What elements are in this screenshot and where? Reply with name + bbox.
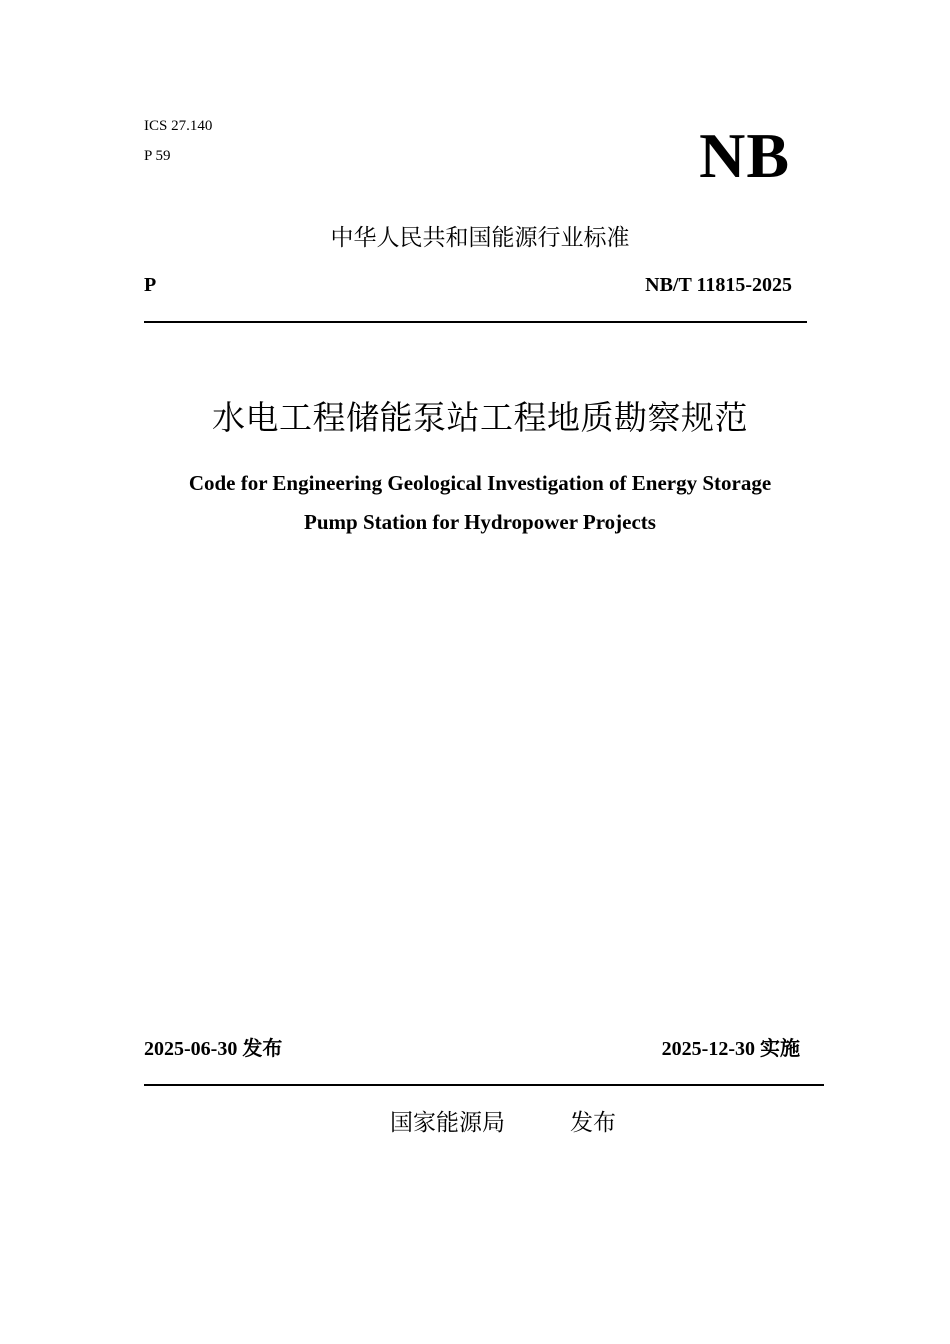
- document-title-zh: 水电工程储能泵站工程地质勘察规范: [212, 398, 748, 437]
- nb-logo: NB: [699, 120, 790, 191]
- issuing-authority: 国家能源局: [390, 1110, 505, 1136]
- implementation-date-line: [662, 1034, 800, 1063]
- issuing-action: 发布: [570, 1110, 616, 1136]
- standard-type-heading: 中华人民共和国能源行业标准: [330, 225, 630, 251]
- ics-code: ICS 27.140: [144, 118, 213, 134]
- document-title-en: [0, 464, 950, 542]
- issue-label: 发布: [242, 1036, 283, 1060]
- implementation-label: 实施: [760, 1036, 800, 1060]
- issue-date: 2025-06-30: [144, 1038, 238, 1060]
- standard-number: NB/T 11815-2025: [645, 274, 792, 296]
- implementation-date: 2025-12-30: [661, 1038, 755, 1060]
- category-code: P: [144, 274, 157, 296]
- top-divider: [144, 321, 807, 323]
- issue-date-line: [144, 1034, 282, 1063]
- classification-code: P 59: [144, 148, 171, 164]
- bottom-divider: [144, 1084, 824, 1086]
- title-en-line-2: Pump Station for Hydropower Projects: [304, 510, 656, 534]
- title-en-line-1: Code for Engineering Geological Investigation of Energy Storage: [188, 471, 772, 495]
